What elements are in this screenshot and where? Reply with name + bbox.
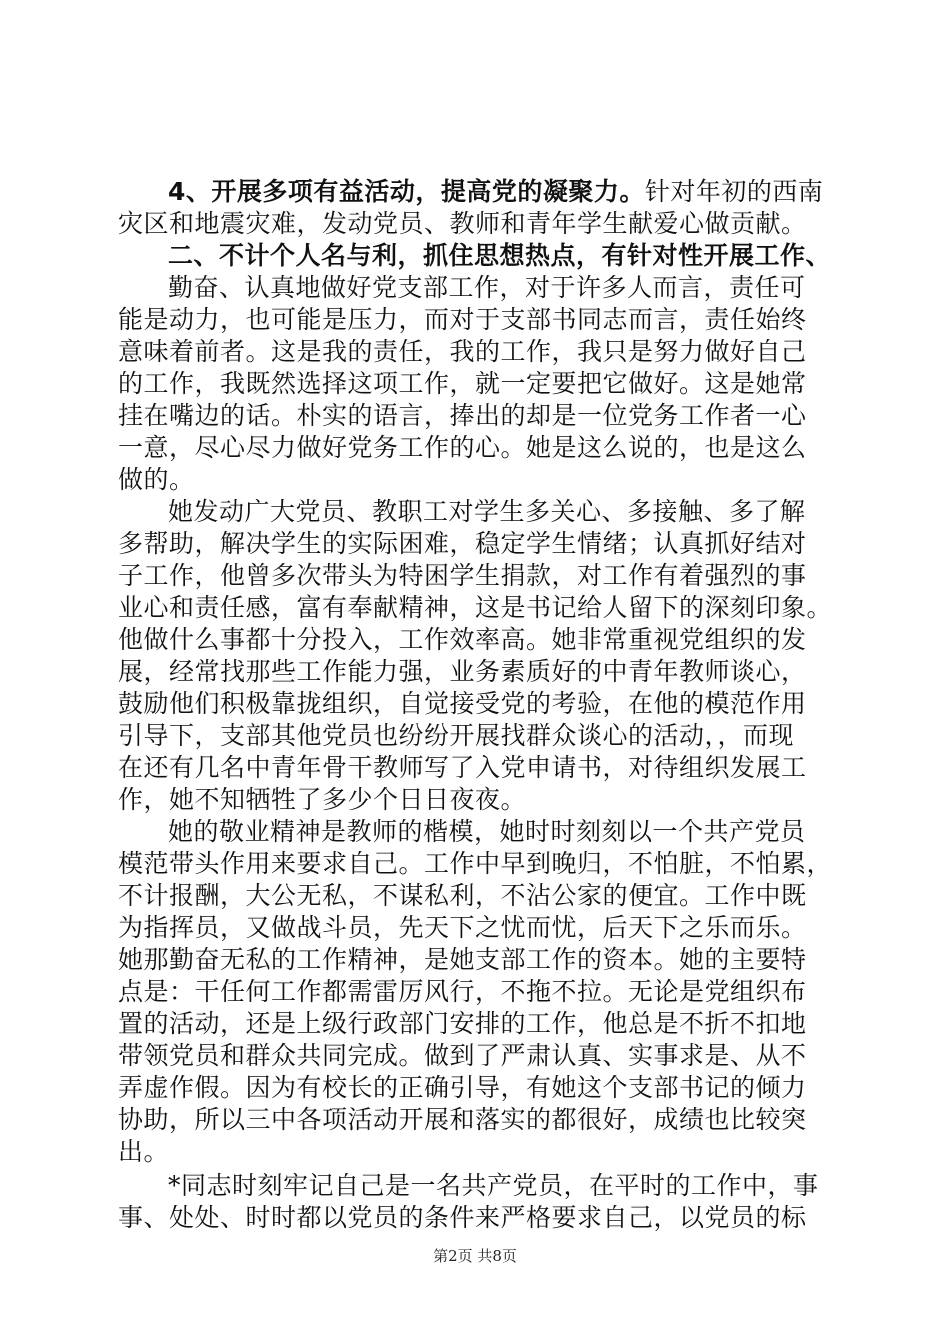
paragraph-4-line: 带领党员和群众共同完成。做到了严肃认真、实事求是、从不 — [118, 1041, 807, 1070]
paragraph-5-line: 事、处处、时时都以党员的条件来严格要求自己，以党员的标 — [118, 1203, 807, 1232]
paragraph-4-line: 点是：干任何工作都需雷厉风行，不拖不拉。无论是党组织布 — [118, 977, 807, 1006]
paragraph-4-line: 弄虚作假。因为有校长的正确引导，有她这个支部书记的倾力 — [118, 1073, 807, 1102]
paragraph-3-line: 他做什么事都十分投入，工作效率高。她非常重视党组织的发 — [118, 625, 807, 654]
paragraph-3-line: 引导下，支部其他党员也纷纷开展找群众谈心的活动，，而现 — [118, 721, 795, 750]
paragraph-4-line: 她那勤奋无私的工作精神，是她支部工作的资本。她的主要特 — [118, 945, 807, 974]
paragraph-4-line: 模范带头作用来要求自己。工作中早到晚归，不怕脏，不怕累， — [118, 849, 833, 878]
paragraph-1-line-2: 灾区和地震灾难，发动党员、教师和青年学生献爱心做贡献。 — [118, 209, 807, 238]
paragraph-3-line: 鼓励他们积极靠拢组织，自觉接受党的考验，在他的模范作用 — [118, 689, 807, 718]
paragraph-2-line: 能是动力，也可能是压力，而对于支部书同志而言，责任始终 — [118, 305, 807, 334]
paragraph-3-line: 子工作，他曾多次带头为特困学生捐款，对工作有着强烈的事 — [118, 561, 807, 590]
paragraph-3-line: 业心和责任感，富有奉献精神，这是书记给人留下的深刻印象。 — [118, 593, 833, 622]
paragraph-1-text: 针对年初的西南 — [644, 177, 824, 206]
paragraph-1-heading: 4、开展多项有益活动，提高党的凝聚力。 — [168, 177, 645, 206]
paragraph-1-line-1 — [168, 176, 888, 208]
page-number-footer: 第2页 共8页 — [433, 1247, 517, 1265]
paragraph-2-line: 勤奋、认真地做好党支部工作，对于许多人而言，责任可 — [168, 273, 806, 302]
paragraph-2-line: 做的。 — [118, 465, 195, 494]
paragraph-3-line: 展，经常找那些工作能力强，业务素质好的中青年教师谈心， — [118, 657, 807, 686]
paragraph-4-line: 置的活动，还是上级行政部门安排的工作，他总是不折不扣地 — [118, 1009, 807, 1038]
paragraph-3-line: 在还有几名中青年骨干教师写了入党申请书，对待组织发展工 — [118, 753, 807, 782]
paragraph-3-line: 她发动广大党员、教职工对学生多关心、多接触、多了解 — [168, 497, 806, 526]
section-heading: 二、不计个人名与利，抓住思想热点，有针对性开展工作、 — [168, 241, 832, 270]
paragraph-2-line: 挂在嘴边的话。朴实的语言，捧出的却是一位党务工作者一心 — [118, 401, 807, 430]
paragraph-3-line: 多帮助，解决学生的实际困难，稳定学生情绪；认真抓好结对 — [118, 529, 807, 558]
paragraph-4-line: 出。 — [118, 1137, 170, 1166]
paragraph-2-line: 意味着前者。这是我的责任，我的工作，我只是努力做好自己 — [118, 337, 807, 366]
paragraph-2-line: 的工作，我既然选择这项工作，就一定要把它做好。这是她常 — [118, 369, 807, 398]
paragraph-4-line: 不计报酬，大公无私，不谋私利，不沾公家的便宜。工作中既 — [118, 881, 807, 910]
paragraph-4-line: 为指挥员，又做战斗员，先天下之忧而忧，后天下之乐而乐。 — [118, 913, 807, 942]
paragraph-5-line: *同志时刻牢记自己是一名共产党员，在平时的工作中，事 — [168, 1171, 819, 1200]
paragraph-4-line: 协助，所以三中各项活动开展和落实的都很好，成绩也比较突 — [118, 1105, 807, 1134]
paragraph-4-line: 她的敬业精神是教师的楷模，她时时刻刻以一个共产党员 — [168, 817, 806, 846]
paragraph-3-line: 作，她不知牺牲了多少个日日夜夜。 — [118, 785, 527, 814]
paragraph-2-line: 一意，尽心尽力做好党务工作的心。她是这么说的，也是这么 — [118, 433, 807, 462]
